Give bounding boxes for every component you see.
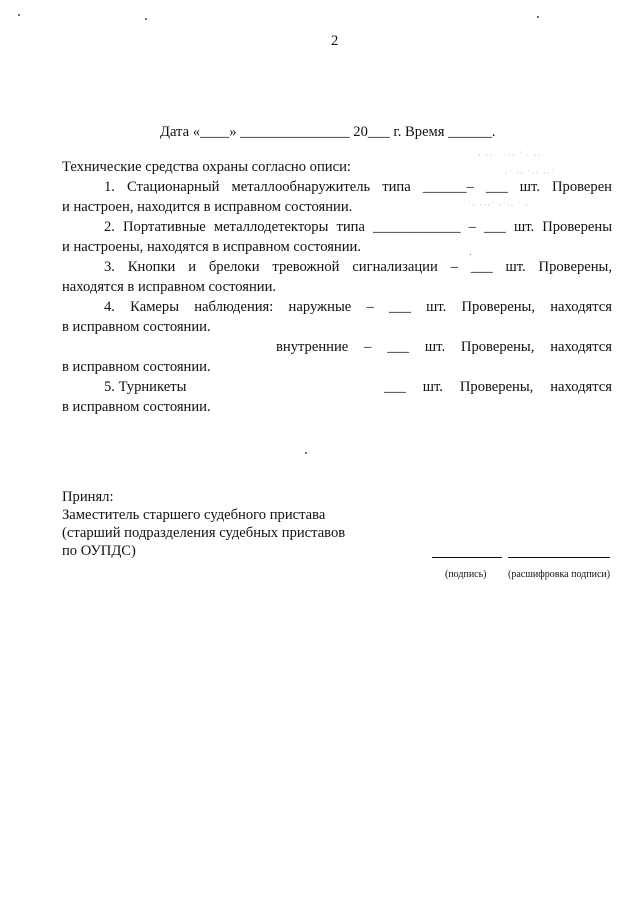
item-4-line-1: 4. Камеры наблюдения: наружные – ___ шт. Проверены, находятся [104, 299, 612, 315]
scan-speck [305, 452, 307, 454]
scan-speck [18, 14, 20, 16]
item-4-line-3: внутренние – ___ шт. Проверены, находятся [276, 339, 612, 355]
signature-line [432, 557, 502, 558]
scan-speck [145, 18, 147, 20]
accepted-position-line-1: Заместитель старшего судебного пристава [62, 507, 326, 523]
item-5-label: 5. Турникеты [104, 379, 187, 395]
item-3-line-1: 3. Кнопки и брелоки тревожной сигнализации – ___ шт. Проверены, [104, 259, 612, 275]
date-line: Дата «____» _______________ 20___ г. Время ______. [160, 124, 496, 140]
item-5-rest: ___ шт. Проверены, находятся [384, 379, 612, 395]
item-2-line-2: и настроены, находятся в исправном состоянии. [62, 239, 362, 255]
signature-decode-caption: (расшифровка подписи) [508, 569, 611, 580]
page-number: 2 [331, 33, 339, 49]
inventory-intro: Технические средства охраны согласно описи: [62, 159, 351, 175]
item-3-line-2: находятся в исправном состоянии. [62, 279, 277, 295]
item-1-line-1: 1. Стационарный металлообнаружитель типа ______– ___ шт. Проверен [104, 179, 612, 195]
item-4-line-2: в исправном состоянии. [62, 319, 211, 335]
scan-noise: ·˙ ·· ˙·· ··˙ [505, 168, 555, 178]
scan-noise: · ·· ˙ ··· ˙ · ·· [478, 150, 542, 160]
item-5-line-2: в исправном состоянии. [62, 399, 211, 415]
signature-decode-line [508, 557, 610, 558]
scan-noise: ˙· ···˙ ·˙·· ˙ · [468, 200, 529, 210]
scan-speck [537, 16, 539, 18]
item-2-line-1: 2. Портативные металлодетекторы типа ____________ – ___ шт. Проверены [104, 219, 612, 235]
item-1-line-2: и настроен, находится в исправном состоянии. [62, 199, 353, 215]
item-4-line-4: в исправном состоянии. [62, 359, 211, 375]
signature-caption: (подпись) [445, 569, 487, 580]
accepted-position-line-3: по ОУПДС) [62, 543, 136, 559]
accepted-position-line-2: (старший подразделения судебных приставов [62, 525, 346, 541]
scan-speck [470, 254, 471, 255]
accepted-label: Принял: [62, 489, 114, 505]
